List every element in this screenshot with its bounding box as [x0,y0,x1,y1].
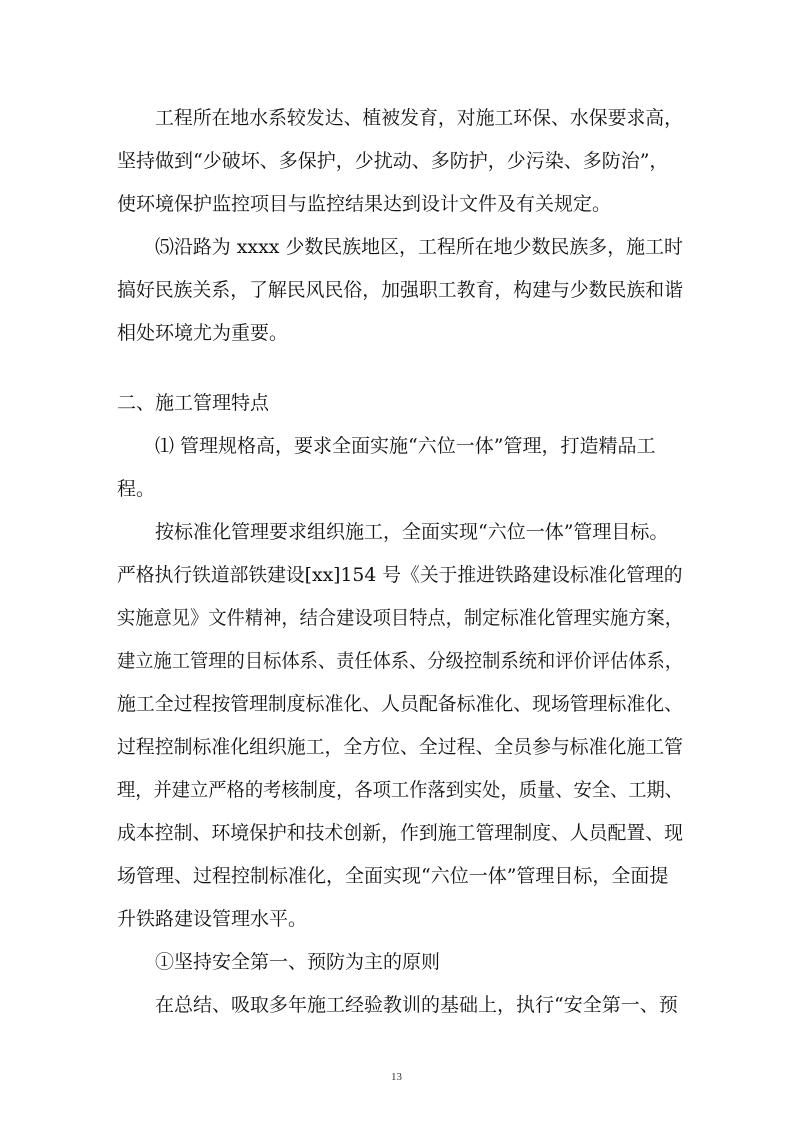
text-line: 场管理、过程控制标准化，全面实现“六位一体”管理目标，全面提 [117,865,669,887]
text-line: 使环境保护监控项目与监控结果达到设计文件及有关规定。 [117,193,612,215]
text-line: 搞好民族关系，了解民风民俗，加强职工教育，构建与少数民族和谐 [117,279,684,301]
text-line: 工程所在地水系较发达、植被发育，对施工环保、水保要求高， [155,107,684,129]
text-line: 相处环境尤为重要。 [117,322,289,344]
text-line: 按标准化管理要求组织施工，全面实现“六位一体”管理目标。 [155,521,669,543]
text-line: 程。 [117,478,156,500]
text-line: 严格执行铁道部铁建设[xx]154 号《关于推进铁路建设标准化管理的 [117,564,683,586]
text-line: ⑴ 管理规格高，要求全面实施“六位一体”管理，打造精品工 [155,435,656,457]
section-heading: 二、施工管理特点 [117,392,270,414]
text-line: 在总结、吸取多年施工经验教训的基础上，执行“安全第一、预 [155,994,678,1016]
text-line: 过程控制标准化组织施工，全方位、全过程、全员参与标准化施工管 [117,736,684,758]
text-line: 实施意见》文件精神，结合建设项目特点，制定标准化管理实施方案， [117,607,684,629]
page-number: 13 [391,1071,402,1083]
text-line: 施工全过程按管理制度标准化、人员配备标准化、现场管理标准化、 [117,693,684,715]
text-line: 理，并建立严格的考核制度，各项工作落到实处，质量、安全、工期、 [117,779,684,801]
text-line: 建立施工管理的目标体系、责任体系、分级控制系统和评价评估体系， [117,650,684,672]
text-line: ⑸沿路为 xxxx 少数民族地区，工程所在地少数民族多，施工时 [155,236,683,258]
text-line: 成本控制、环境保护和技术创新，作到施工管理制度、人员配置、现 [117,822,684,844]
text-line: ①坚持安全第一、预防为主的原则 [155,951,441,973]
text-line: 升铁路建设管理水平。 [117,908,308,930]
text-line: 坚持做到“少破坏、多保护，少扰动、多防护，少污染、多防治”， [117,150,669,172]
